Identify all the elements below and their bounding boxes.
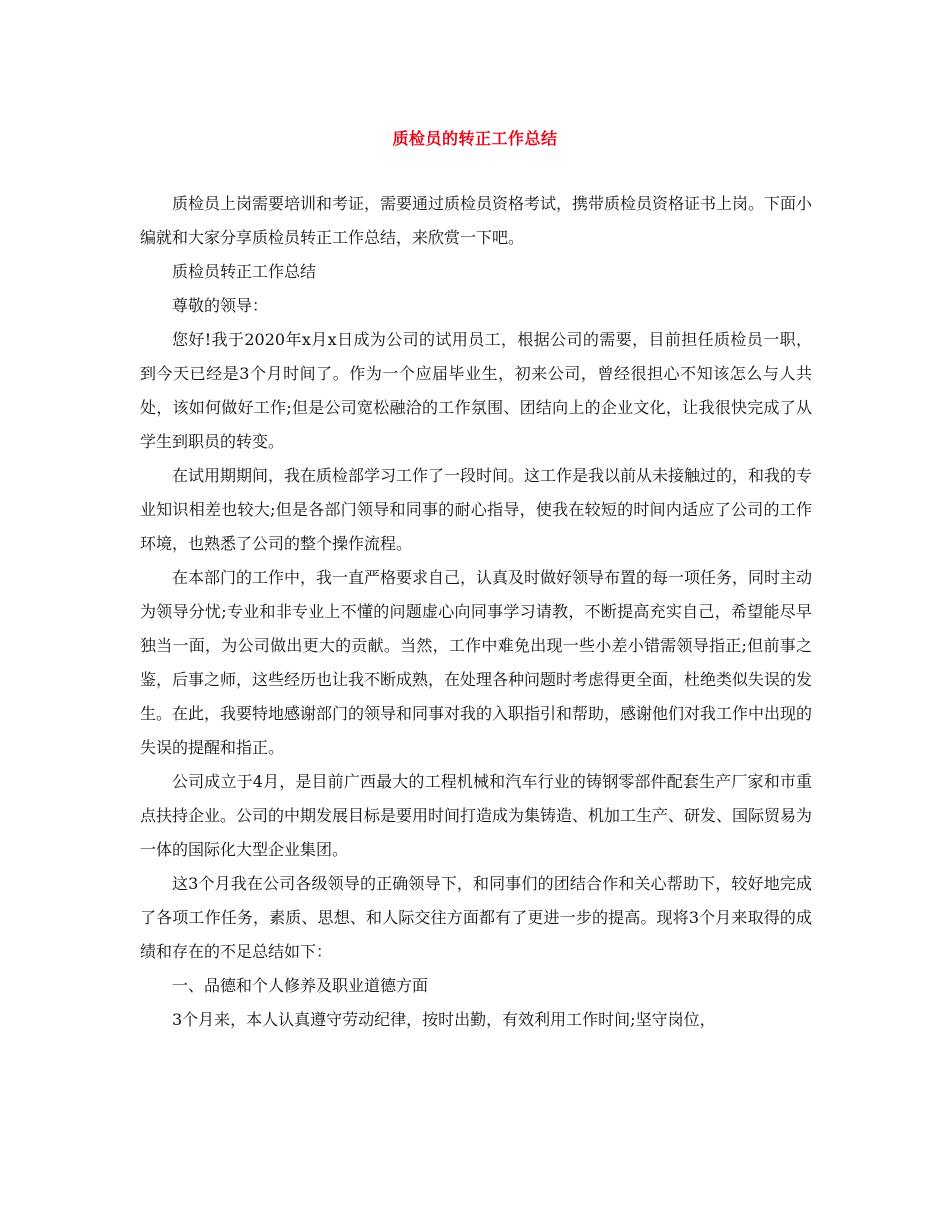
paragraph-subtitle: 质检员转正工作总结 — [172, 262, 317, 281]
paragraph-greeting: 您好!我于2020年x月x日成为公司的试用员工，根据公司的需要，目前担任质检员一职，到今天已经是3个月时间了。作为一个应届毕业生，初来公司，曾经很担心不知该怎么与人共处，该如何做好工作;但是公司宽松融洽的工作氛围、团结向上的企业文化，让我很快完成了从学生到职员的转变。 — [140, 330, 812, 451]
paragraph-probation: 在试用期期间，我在质检部学习工作了一段时间。这工作是我以前从未接触过的，和我的专业知识相差也较大;但是各部门领导和同事的耐心指导，使我在较短的时间内适应了公司的工作环境，也熟悉了公司的整个操作流程。 — [140, 466, 813, 553]
document-title: 质检员的转正工作总结 — [392, 129, 558, 148]
paragraph-section-heading: 一、品德和个人修养及职业道德方面 — [172, 976, 429, 995]
paragraph-intro: 质检员上岗需要培训和考证，需要通过质检员资格考试，携带质检员资格证书上岗。下面小编就和大家分享质检员转正工作总结，来欣赏一下吧。 — [140, 194, 813, 247]
paragraph-three-months: 这3个月我在公司各级领导的正确领导下，和同事们的团结合作和关心帮助下，较好地完成了各项工作任务，素质、思想、和人际交往方面都有了更进一步的提高。现将3个月来取得的成绩和存在的不足总结如下： — [140, 874, 812, 961]
paragraph-section-body: 3个月来，本人认真遵守劳动纪律，按时出勤，有效利用工作时间;坚守岗位， — [172, 1010, 716, 1029]
document-body — [140, 187, 812, 1037]
paragraph-company: 公司成立于4月，是目前广西最大的工程机械和汽车行业的铸钢零部件配套生产厂家和市重点扶持企业。公司的中期发展目标是要用时间打造成为集铸造、机加工生产、研发、国际贸易为一体的国际化大型企业集团。 — [140, 772, 813, 859]
paragraph-department-work: 在本部门的工作中，我一直严格要求自己，认真及时做好领导布置的每一项任务，同时主动为领导分忧;专业和非专业上不懂的问题虚心向同事学习请教，不断提高充实自己，希望能尽早独当一面，为公司做出更大的贡献。当然，工作中难免出现一些小差小错需领导指正;但前事之鉴，后事之师，这些经历也让我不断成熟，在处理各种问题时考虑得更全面，杜绝类似失误的发生。在此，我要特地感谢部门的领导和同事对我的入职指引和帮助，感谢他们对我工作中出现的失误的提醒和指正。 — [140, 568, 813, 757]
paragraph-salutation: 尊敬的领导： — [172, 296, 269, 315]
